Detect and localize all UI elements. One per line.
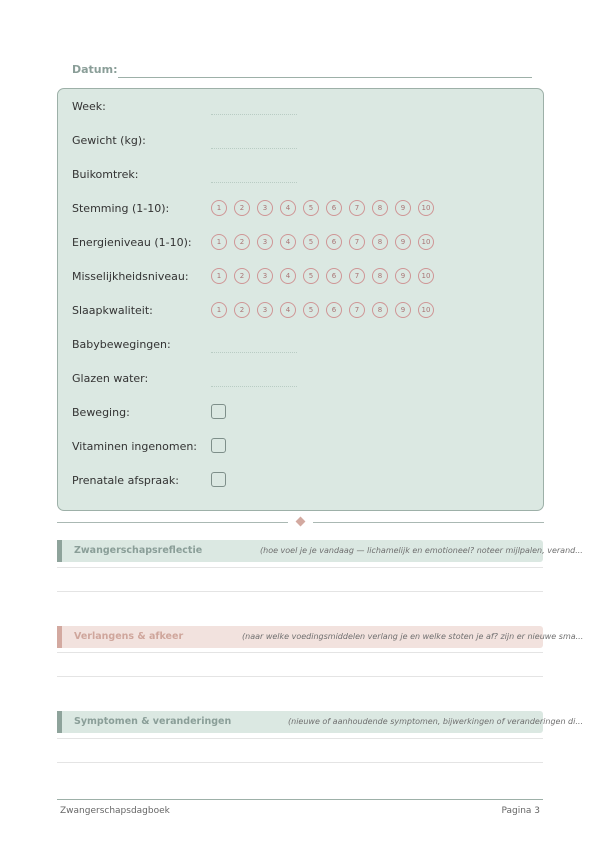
nausea-option[interactable]: 3: [257, 268, 273, 284]
weight-input[interactable]: [211, 148, 297, 149]
mood-option[interactable]: 9: [395, 200, 411, 216]
mood-option[interactable]: 7: [349, 200, 365, 216]
writing-line[interactable]: [57, 591, 543, 592]
mood-label: Stemming (1-10):: [72, 202, 170, 215]
sleep-scale: [211, 302, 441, 318]
divider-line-right: [313, 522, 544, 523]
sleep-label: Slaapkwaliteit:: [72, 304, 153, 317]
energy-option[interactable]: 1: [211, 234, 227, 250]
section-title: Zwangerschapsreflectie: [74, 545, 203, 556]
energy-option[interactable]: 2: [234, 234, 250, 250]
sleep-option[interactable]: 3: [257, 302, 273, 318]
appointment-label: Prenatale afspraak:: [72, 474, 179, 487]
nausea-option[interactable]: 5: [303, 268, 319, 284]
reflection-section-header: [57, 540, 583, 562]
section-title: Verlangens & afkeer: [74, 631, 184, 642]
energy-option[interactable]: 6: [326, 234, 342, 250]
sleep-option[interactable]: 9: [395, 302, 411, 318]
diamond-icon: [296, 517, 306, 527]
daily-tracker-card: [57, 88, 544, 511]
sleep-option[interactable]: 1: [211, 302, 227, 318]
mood-option[interactable]: 10: [418, 200, 434, 216]
nausea-scale: [211, 268, 441, 284]
energy-option[interactable]: 4: [280, 234, 296, 250]
appointment-checkbox[interactable]: [211, 472, 226, 487]
date-row: [72, 62, 532, 80]
sleep-option[interactable]: 4: [280, 302, 296, 318]
nausea-option[interactable]: 6: [326, 268, 342, 284]
sleep-option[interactable]: 7: [349, 302, 365, 318]
divider-line-left: [57, 522, 288, 523]
nausea-option[interactable]: 4: [280, 268, 296, 284]
water-input[interactable]: [211, 386, 297, 387]
mood-option[interactable]: 3: [257, 200, 273, 216]
writing-line[interactable]: [57, 762, 543, 763]
exercise-checkbox[interactable]: [211, 404, 226, 419]
nausea-option[interactable]: 8: [372, 268, 388, 284]
mood-option[interactable]: 2: [234, 200, 250, 216]
footer-title: Zwangerschapsdagboek: [60, 806, 170, 816]
energy-option[interactable]: 5: [303, 234, 319, 250]
energy-option[interactable]: 7: [349, 234, 365, 250]
exercise-label: Beweging:: [72, 406, 130, 419]
water-label: Glazen water:: [72, 372, 149, 385]
baby-movements-input[interactable]: [211, 352, 297, 353]
mood-option[interactable]: 6: [326, 200, 342, 216]
energy-option[interactable]: 8: [372, 234, 388, 250]
symptoms-section-header: [57, 711, 583, 733]
writing-line[interactable]: [57, 652, 543, 653]
mood-scale: [211, 200, 441, 216]
nausea-option[interactable]: 1: [211, 268, 227, 284]
cravings-section-header: [57, 626, 584, 648]
section-accent-bar: [57, 711, 62, 733]
sleep-option[interactable]: 2: [234, 302, 250, 318]
writing-line[interactable]: [57, 738, 543, 739]
mood-option[interactable]: 4: [280, 200, 296, 216]
vitamins-checkbox[interactable]: [211, 438, 226, 453]
section-accent-bar: [57, 626, 62, 648]
energy-option[interactable]: 3: [257, 234, 273, 250]
week-label: Week:: [72, 100, 106, 113]
belly-input[interactable]: [211, 182, 297, 183]
section-title: Symptomen & veranderingen: [74, 716, 232, 727]
energy-option[interactable]: 9: [395, 234, 411, 250]
date-label: Datum:: [72, 63, 118, 76]
footer-rule: [57, 799, 543, 800]
section-prompt: (hoe voel je je vandaag — lichamelijk en emotioneel? noteer mijlpalen, verand...: [260, 546, 583, 555]
energy-scale: [211, 234, 441, 250]
mood-option[interactable]: 5: [303, 200, 319, 216]
writing-line[interactable]: [57, 567, 543, 568]
section-prompt: (naar welke voedingsmiddelen verlang je en welke stoten je af? zijn er nieuwe sma...: [242, 632, 584, 641]
mood-option[interactable]: 1: [211, 200, 227, 216]
nausea-option[interactable]: 9: [395, 268, 411, 284]
nausea-option[interactable]: 7: [349, 268, 365, 284]
nausea-label: Misselijkheidsniveau:: [72, 270, 189, 283]
section-accent-bar: [57, 540, 62, 562]
weight-label: Gewicht (kg):: [72, 134, 146, 147]
sleep-option[interactable]: 5: [303, 302, 319, 318]
week-input[interactable]: [211, 114, 297, 115]
page-number: Pagina 3: [501, 806, 540, 816]
baby-movements-label: Babybewegingen:: [72, 338, 171, 351]
nausea-option[interactable]: 2: [234, 268, 250, 284]
sleep-option[interactable]: 8: [372, 302, 388, 318]
ornament-divider: [57, 521, 544, 523]
date-field[interactable]: [118, 77, 532, 78]
writing-line[interactable]: [57, 676, 543, 677]
sleep-option[interactable]: 6: [326, 302, 342, 318]
section-prompt: (nieuwe of aanhoudende symptomen, bijwerkingen of veranderingen di...: [288, 717, 583, 726]
energy-option[interactable]: 10: [418, 234, 434, 250]
vitamins-label: Vitaminen ingenomen:: [72, 440, 198, 453]
belly-label: Buikomtrek:: [72, 168, 139, 181]
energy-label: Energieniveau (1-10):: [72, 236, 192, 249]
mood-option[interactable]: 8: [372, 200, 388, 216]
sleep-option[interactable]: 10: [418, 302, 434, 318]
nausea-option[interactable]: 10: [418, 268, 434, 284]
